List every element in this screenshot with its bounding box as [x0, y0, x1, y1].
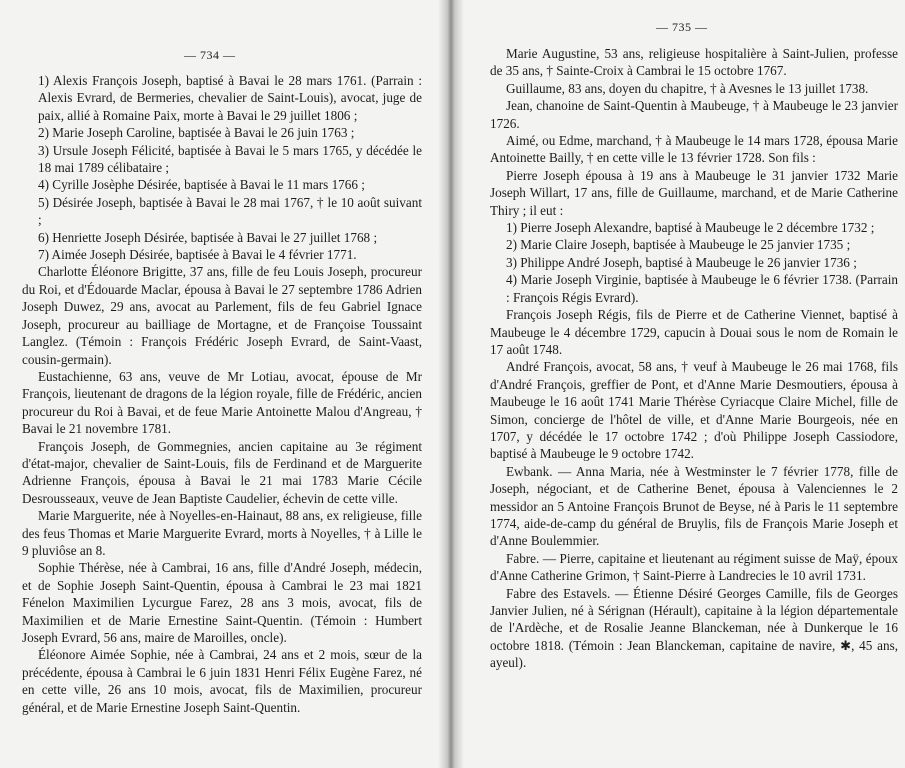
paragraph: 2) Marie Joseph Caroline, baptisée à Bavai le 26 juin 1763 ;	[38, 125, 355, 141]
paragraph: 4) Cyrille Josèphe Désirée, baptisée à Bavai le 11 mars 1766 ;	[38, 177, 365, 193]
paragraph: François Joseph, de Gommegnies, ancien capitaine au 3e régiment d'état-major, chevalier de Saint-Louis, fils de Ferdinand et de Marguerite Adrienne François, épousa à Bavai le 21 mai 1783 Marie Cécile Desrousseaux, veuve de Jean Baptiste Caudelier, échevin de cette ville.	[22, 438, 422, 506]
paragraph: 3) Ursule Joseph Félicité, baptisée à Bavai le 5 mars 1765, y décédée le 18 mai 1789 célibataire ;	[38, 142, 422, 176]
paragraph: Eustachienne, 63 ans, veuve de Mr Lotiau, avocat, épouse de Mr François, lieutenant de dragons de la légion royale, fille de Frédéric, ancien procureur du Roi à Bavai, et de feue Marie Antoinette Malou d'Angreau, † Bavai le 21 novembre 1781.	[22, 368, 422, 437]
paragraph: François Joseph Régis, fils de Pierre et de Catherine Viennet, baptisé à Maubeuge le 4 décembre 1729, capucin à Douai sous le nom de Romain le 17 août 1748.	[490, 307, 898, 357]
paragraph: Fabre. — Pierre, capitaine et lieutenant au régiment suisse de Maÿ, époux d'Anne Catherine Grimon, † Saint-Pierre à Landrecies le 10 avril 1731.	[490, 550, 898, 584]
paragraph: 3) Philippe André Joseph, baptisé à Maubeuge le 26 janvier 1736 ;	[506, 254, 857, 270]
paragraph: Aimé, ou Edme, marchand, † à Maubeuge le 14 mars 1728, épousa Marie Antoinette Bailly, † en cette ville le 13 février 1728. Son fils :	[490, 133, 898, 166]
paragraph: André François, avocat, 58 ans, † veuf à Maubeuge le 26 mai 1768, fils d'André François, greffier de Pont, et d'Anne Marie Desmoutiers, épousa à Maubeuge le 16 août 1741 Marie Thérèse Cyriacque Claire Michel, fille de Simon, concierge de l'hôtel de ville, et d'Anne Marie Bourgeois, née en 1707, y décédée le 17 octobre 1742 ; d'où Philippe Joseph Cassiodore, baptisé à Maubeuge le 9 octobre 1742.	[490, 359, 898, 462]
paragraph: Sophie Thérèse, née à Cambrai, 16 ans, fille d'André Joseph, médecin, et de Sophie Joseph Saint-Quentin, épousa à Cambrai le 23 mai 1821 Fénelon Maximilien Lycurgue Farez, 28 ans 3 mois, avocat, fils de Maximilien et de Marie Ernestine Saint-Quentin. (Témoin : Humbert Joseph Evrard, 56 ans, maire de Maroilles, oncle).	[22, 560, 422, 645]
paragraph: Fabre des Estavels. — Étienne Désiré Georges Camille, fils de Georges Janvier Julien, né à Sérignan (Hérault), capitaine à la légion départementale de l'Ardèche, et de Rosalie Jeanne Blanckeman, née à Dunkerque le 16 octobre 1818. (Témoin : Jean Blanckeman, capitaine de navire, ✱, 45 ans, ayeul).	[490, 585, 898, 671]
paragraph: 2) Marie Claire Joseph, baptisée à Maubeuge le 25 janvier 1735 ;	[506, 237, 851, 253]
left-page	[0, 0, 438, 768]
paragraph: 1) Alexis François Joseph, baptisé à Bavai le 28 mars 1761. (Parrain : Alexis Evrard, de Bermeries, chevalier de Saint-Louis), avocat, juge de paix, allié à Romaine Paix, morte à Bavai le 29 juillet 1806 ;	[38, 73, 422, 123]
right-page	[464, 0, 905, 768]
paragraph: Marie Marguerite, née à Noyelles-en-Hainaut, 88 ans, ex religieuse, fille des feus Thomas et Marie Marguerite Evrard, morts à Noyelles, † à Lille le 9 pluviôse an 8.	[22, 508, 422, 558]
paragraph: Charlotte Éléonore Brigitte, 37 ans, fille de feu Louis Joseph, procureur du Roi, et d'Édouarde Maclar, épousa à Bavai le 27 septembre 1786 Adrien Joseph Duwez, 29 ans, avocat au Parlement, fils de feu Gabriel Ignace Joseph, procureur au bailliage de Mortagne, et de Françoise Toussaint Langlez. (Témoin : François Frédéric Joseph Evrard, de Saint-Vaast, cousin-germain).	[22, 264, 422, 367]
page-body	[22, 72, 422, 716]
paragraph: Pierre Joseph épousa à 19 ans à Maubeuge le 31 janvier 1732 Marie Joseph Willart, 17 ans, fille de Guillaume, marchand, et de Marie Catherine Thiry ; il eut :	[490, 167, 898, 218]
paragraph: 4) Marie Joseph Virginie, baptisée à Maubeuge le 6 février 1738. (Parrain : François Régis Evrard).	[506, 272, 898, 305]
paragraph: Ewbank. — Anna Maria, née à Westminster le 7 février 1778, fille de Joseph, négociant, et de Catherine Benet, épousa à Valenciennes le 2 messidor an 5 Antoine François Brunot de Beyse, né à Paris le 11 septembre 1774, aide-de-camp du général de Bruylis, fils de François Marie Joseph et d'Anne Boulemmier.	[490, 463, 898, 549]
paragraph: Jean, chanoine de Saint-Quentin à Maubeuge, † à Maubeuge le 23 janvier 1726.	[490, 98, 898, 131]
paragraph: Éléonore Aimée Sophie, née à Cambrai, 24 ans et 2 mois, sœur de la précédente, épousa à Cambrai le 6 juin 1831 Henri Félix Eugène Farez, né en cette ville, 26 ans 10 mois, avocat, fils de Maximilien, procureur général, et de Marie Ernestine Joseph Saint-Quentin.	[22, 647, 422, 715]
paragraph: 5) Désirée Joseph, baptisée à Bavai le 28 mai 1767, † le 10 août suivant ;	[38, 194, 422, 228]
paragraph: 6) Henriette Joseph Désirée, baptisée à Bavai le 27 juillet 1768 ;	[38, 229, 378, 245]
paragraph: Guillaume, 83 ans, doyen du chapitre, † à Avesnes le 13 juillet 1738.	[506, 80, 869, 96]
page-number: — 735 —	[656, 20, 708, 34]
paragraph: 7) Aimée Joseph Désirée, baptisée à Bavai le 4 février 1771.	[38, 247, 357, 263]
paragraph: Marie Augustine, 53 ans, religieuse hospitalière à Saint-Julien, professe de 35 ans, † Sainte-Croix à Cambrai le 15 octobre 1767.	[490, 46, 898, 79]
page-number: — 734 —	[184, 48, 236, 62]
book-gutter	[438, 0, 464, 768]
paragraph: 1) Pierre Joseph Alexandre, baptisé à Maubeuge le 2 décembre 1732 ;	[506, 220, 875, 236]
page-body	[490, 45, 898, 672]
